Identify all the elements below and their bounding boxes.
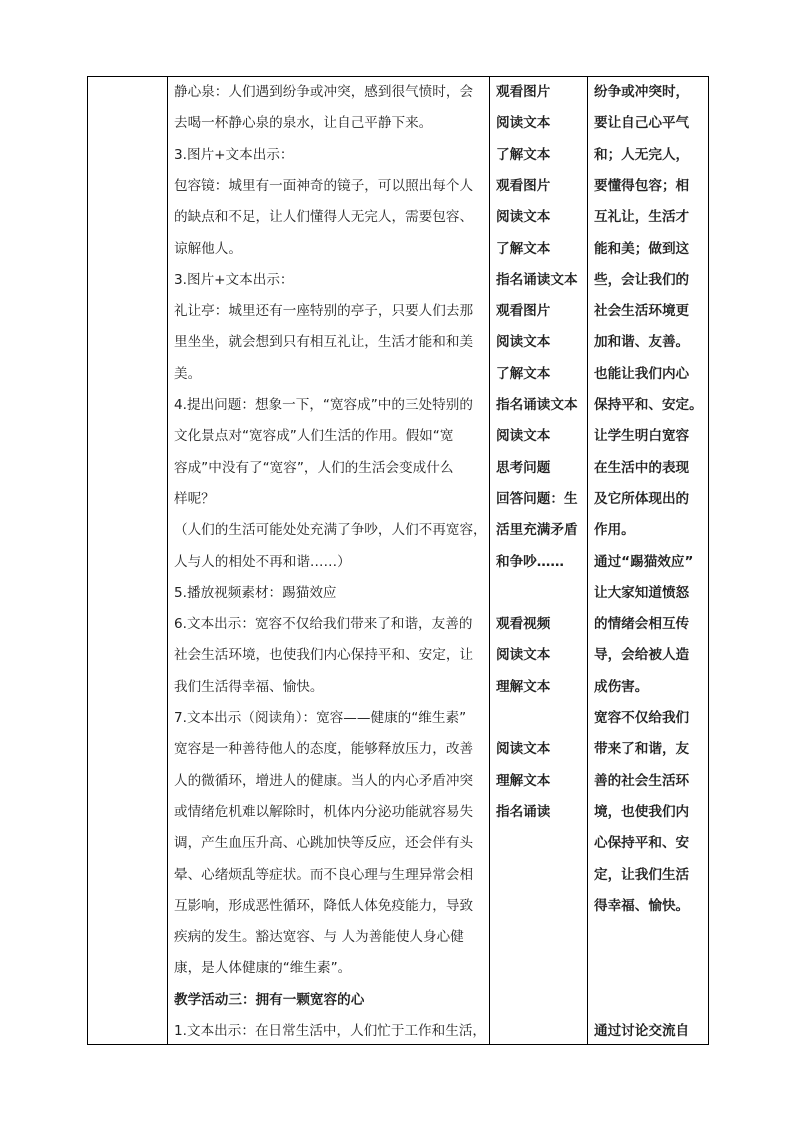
col4-text-line: 宽容不仅给我们 [594,710,690,726]
col2-text-line: 美。 [174,365,202,382]
col2-text-line: 7.文本出示（阅读角）：宽容——健康的“维生素” [174,710,467,726]
col4-text-line: 保持平和、安定。 [594,397,703,413]
col4-text-line: 心保持平和、安 [594,835,690,852]
col2-text-line: 6.文本出示：宽容不仅给我们带来了和谐，友善的 [174,616,473,633]
col4-text-line: 也能让我们内心 [594,365,690,382]
col3-text-line: 活里充满矛盾 [496,522,578,539]
col2-text-line: 晕、心绪烦乱等症状。而不良心理与生理异常会相 [174,866,474,883]
col3-text-line: 阅读文本 [496,115,551,132]
col4-text-line: 成伤害。 [594,678,649,695]
student-activity-cell [490,77,588,1045]
col3-text-line: 回答问题：生 [496,490,578,507]
col4-text-line: 让大家知道愤怒 [594,584,690,601]
col3-text-line: 阅读文本 [496,209,551,226]
col2-text-line: （人们的生活可能处处充满了争吵，人们不再宽容， [174,522,487,539]
col2-text-line: 调，产生血压升高、心跳加快等反应，还会伴有头 [174,835,474,852]
col4-text-line: 作用。 [594,522,635,539]
col4-text-line: 通过讨论交流自 [594,1023,690,1039]
col2-text-line: 去喝一杯静心泉的泉水，让自己平静下来。 [174,115,433,132]
col3-text-line: 思考问题 [496,459,551,476]
col3-text-line: 阅读文本 [496,334,551,351]
col4-text-line: 加和谐、友善。 [594,334,690,351]
col2-text-line: 包容镜：城里有一面神奇的镜子，可以照出每个人 [174,177,474,194]
col2-text-line: 静心泉：人们遇到纷争或冲突，感到很气愤时，会 [174,84,474,100]
col4-text-line: 能和美；做到这 [594,240,690,257]
col2-text-line: 里坐坐，就会想到只有相互礼让，生活才能和和美 [174,334,474,351]
section-column-cell [88,77,168,1045]
col3-text-line: 观看图片 [496,303,551,320]
col4-text-line: 在生活中的表现 [594,459,690,476]
col2-text-line: 我们生活得幸福、愉快。 [174,678,324,695]
col2-text-line: 康，是人体健康的“维生素”。 [174,960,352,977]
col3-text-line: 和争吵…… [496,553,564,570]
col3-text-line: 指名诵读 [496,803,551,820]
design-intent-cell [588,77,709,1045]
col4-text-line: 和；人无完人， [594,146,690,163]
col4-text-line: 定，让我们生活 [594,866,690,883]
col3-text-line: 阅读文本 [496,647,551,664]
col3-text-line: 了解文本 [496,146,551,163]
col4-text-line: 些，会让我们的 [594,271,690,288]
col3-text-line: 指名诵读文本 [496,271,578,288]
col2-text-line: 3.图片+文本出示： [174,146,294,163]
col2-text-line: 5.播放视频素材：踢猫效应 [174,584,337,601]
col2-text-line: 礼让亭：城里还有一座特别的亭子，只要人们去那 [174,303,474,320]
col4-text-line: 要懂得包容；相 [594,177,690,194]
col2-text-line: 容成”中没有了“宽容”，人们的生活会变成什么 [174,459,454,476]
col4-text-line: 境，也使我们内 [594,803,690,820]
col4-text-line: 得幸福、愉快。 [594,897,690,914]
col4-text-line: 通过“踢猫效应” [594,553,694,570]
col3-text-line: 观看图片 [496,84,551,100]
col4-text-line: 带来了和谐，友 [594,741,690,758]
col3-text-line: 理解文本 [496,678,551,695]
col2-text-line: 1.文本出示：在日常生活中，人们忙于工作和生活， [174,1023,487,1039]
col4-text-line: 导，会给被人造 [594,647,690,664]
col3-text-line: 观看视频 [496,616,551,633]
table-row [88,77,709,1045]
col2-text-line: 3.图片+文本出示： [174,271,294,288]
col2-text-line: 样呢？ [174,490,215,507]
col2-text-line: 或情绪危机难以解除时，机体内分泌功能就容易失 [174,803,474,820]
col3-text-line: 了解文本 [496,240,551,257]
col2-text-line: 社会生活环境，也使我们内心保持平和、安定，让 [174,647,474,664]
teacher-activity-cell [168,77,490,1045]
col4-text-line: 要让自己心平气 [594,115,690,132]
col3-text-line: 阅读文本 [496,741,551,758]
col2-text-line: 谅解他人。 [174,240,242,257]
col3-text-line: 指名诵读文本 [496,397,578,413]
col3-text-line: 理解文本 [496,772,551,789]
col2-text-line: 疾病的发生。豁达宽容、与 人为善能使人身心健 [174,929,464,946]
col2-text-line: 文化景点对“宽容成”人们生活的作用。假如“宽 [174,428,454,445]
col2-text-line: 互影响，形成恶性循环，降低人体免疫能力，导致 [174,897,474,914]
col2-text-line: 人与人的相处不再和谐……） [174,553,351,570]
col4-text-line: 的情绪会相互传 [594,616,690,633]
col2-text-line: 4.提出问题：想象一下，“宽容成”中的三处特别的 [174,397,473,413]
col2-text-line: 宽容是一种善待他人的态度，能够释放压力，改善 [174,741,474,758]
col3-text-line: 观看图片 [496,177,551,194]
col4-text-line: 善的社会生活环 [594,772,690,789]
col4-text-line: 让学生明白宽容 [594,428,690,445]
col4-text-line: 互礼让，生活才 [594,209,690,226]
col3-text-line: 阅读文本 [496,428,551,445]
col2-text-line: 的缺点和不足，让人们懂得人无完人，需要包容、 [174,209,474,226]
col2-text-line: 教学活动三：拥有一颗宽容的心 [174,991,365,1008]
col2-text-line: 人的微循环，增进人的健康。当人的内心矛盾冲突 [174,772,474,789]
col4-text-line: 纷争或冲突时， [594,84,690,100]
col4-text-line: 及它所体现出的 [594,490,690,507]
col4-text-line: 社会生活环境更 [594,303,690,320]
col3-text-line: 了解文本 [496,365,551,382]
lesson-plan-table [87,76,709,1045]
